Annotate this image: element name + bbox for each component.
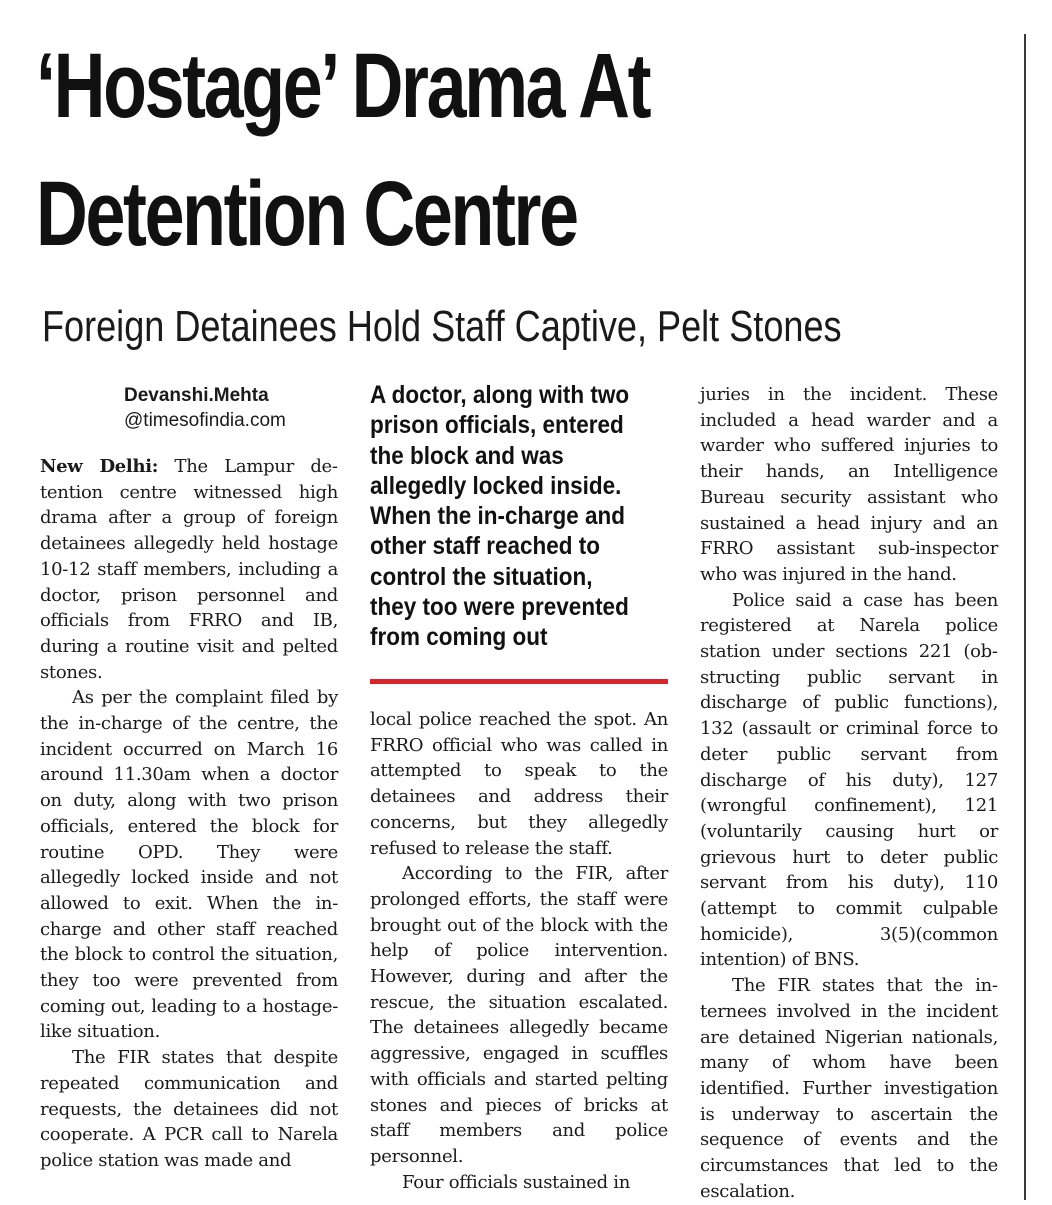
- paragraph: Police said a case has been registered at Narela police station under sections 221 (obstructing public servant in discharge of public functions), 132 (assault or criminal force to deter public servant from discharge of his duty), 127 (wrongful confinement), 121 (voluntarily causing hurt or grievous hurt to deter public servant from his duty), 110 (attempt to commit culpable homicide), 3(5)(common intention) of BNS.: [700, 589, 998, 971]
- headline-line-2: Detention Centre: [36, 163, 577, 265]
- byline-email: @timesofindia.com: [124, 410, 286, 431]
- column-divider: [1024, 34, 1026, 1200]
- paragraph: local police reached the spot. An FRRO official who was called in attempted to speak to the detainees and address their concerns, but they allegedly refused to release the staff.: [370, 709, 668, 859]
- headline-line-1: ‘Hostage’ Drama At: [36, 35, 650, 137]
- paragraph-text: The Lampur detention centre witnessed high drama after a group of foreign detainees allegedly held hostage 10-12 staff members, including a doctor, prison personnel and officials from FRRO and IB, during a routine visit and pelted stones.: [40, 456, 338, 683]
- pull-quote-divider: [370, 679, 668, 684]
- paragraph: juries in the incident. These included a head warder and a warder who suffered injuries to their hands, an Intelligence Bureau security assistant who sustained a head injury and an FRRO assistant sub-inspector who was injured in the hand.: [700, 384, 998, 585]
- headline: [36, 36, 793, 264]
- paragraph: The FIR states that despite repeated communication and requests, the detainees did not cooperate. A PCR call to Narela police station was made and: [40, 1047, 338, 1171]
- paragraph: As per the complaint filed by the in-charge of the centre, the incident occurred on March 16 around 11.30am when a doctor on duty, along with two prison officials, entered the block for routine OPD. They were allegedly locked inside and not allowed to exit. When the in-charge and other staff reached the block to control the situation, they too were prevented from coming out, leading to a hostage-like situation.: [40, 687, 338, 1043]
- byline: [124, 383, 286, 433]
- dateline: New Delhi:: [40, 456, 159, 477]
- byline-name: Devanshi.Mehta: [124, 385, 269, 406]
- paragraph: Four officials sustained in: [402, 1171, 630, 1193]
- paragraph: [40, 454, 338, 685]
- pull-quote: A doctor, along with two prison officials, entered the block and was allegedly locked inside. When the in-charge and other staff reached to control the situation, they too were prevented from coming out: [370, 381, 630, 652]
- article-column-2: [370, 707, 668, 1195]
- article-column-1: [40, 454, 338, 1174]
- paragraph: The FIR states that the internees involved in the incident are detained Nigerian nationals, many of whom have been identified. Further investigation is underway to ascertain the sequence of events and the circumstances that led to the escalation.: [700, 975, 998, 1202]
- article-column-3: [700, 382, 998, 1205]
- paragraph: According to the FIR, after prolonged efforts, the staff were brought out of the block with the help of police intervention. However, during and after the rescue, the situation escalated. The detainees allegedly became aggressive, engaged in scuffles with officials and started pelting stones and pieces of bricks at staff members and police personnel.: [370, 863, 668, 1167]
- subheadline: Foreign Detainees Hold Staff Captive, Pelt Stones: [42, 302, 842, 351]
